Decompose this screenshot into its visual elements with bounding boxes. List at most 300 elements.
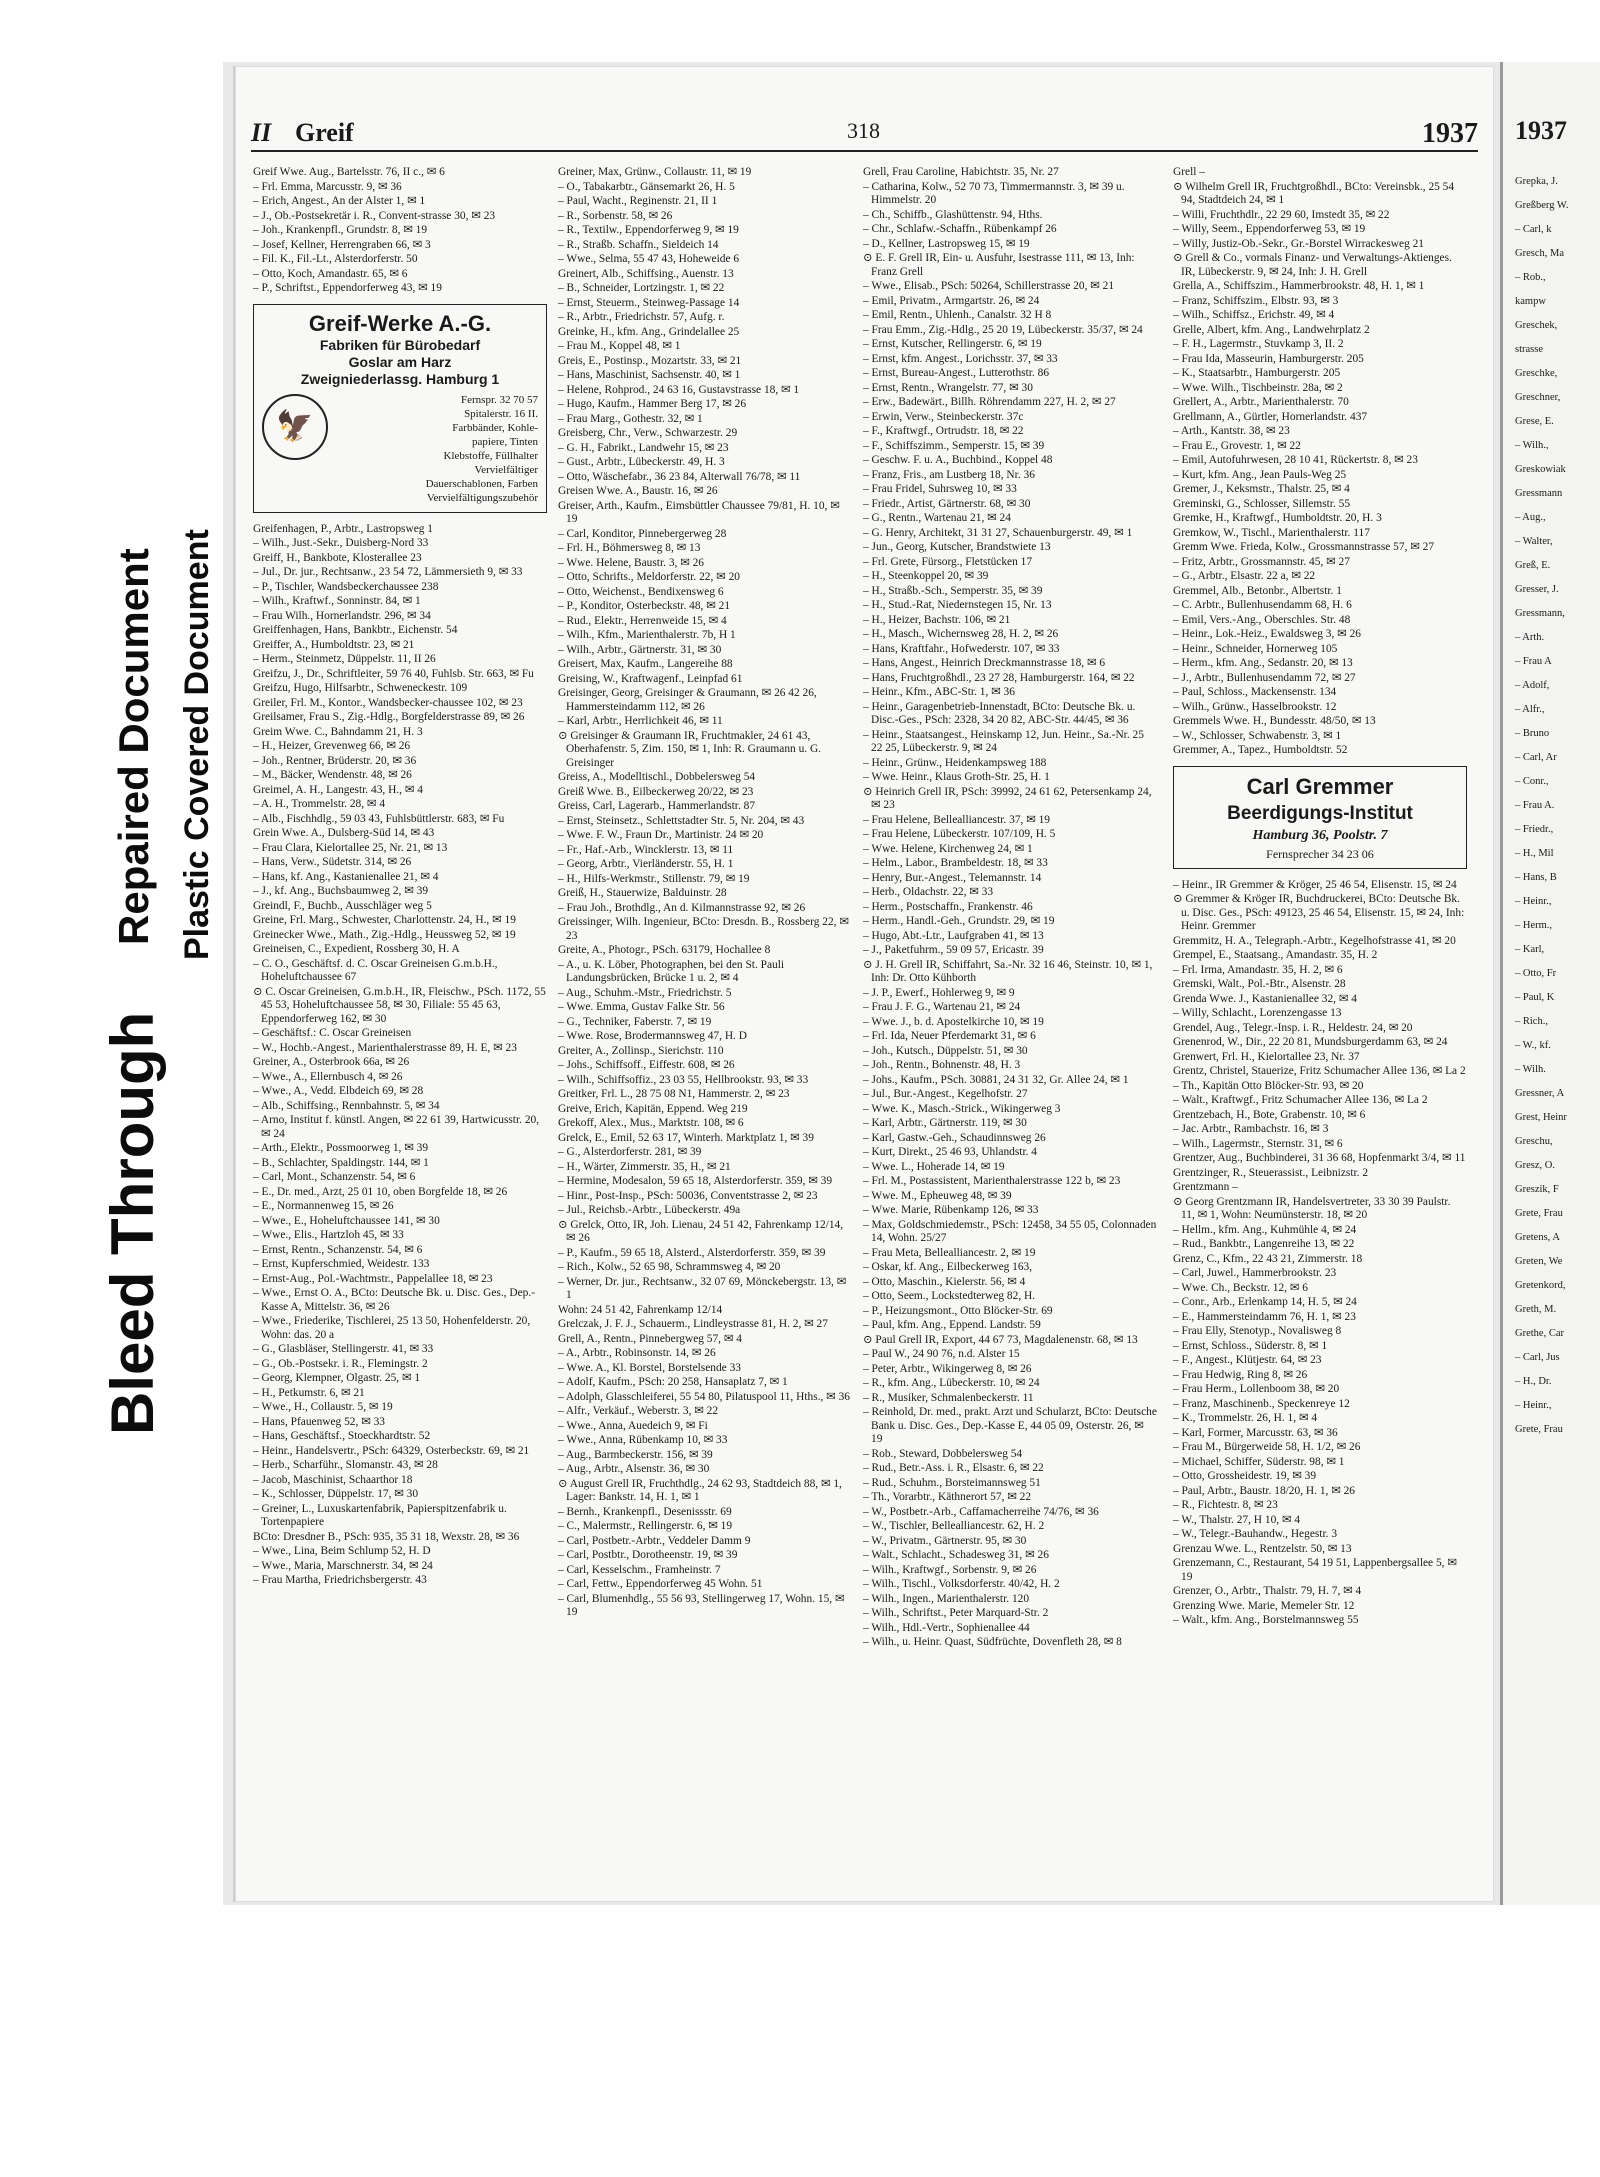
directory-entry: Greschke,	[1515, 367, 1558, 379]
directory-entry: – Otto, Maschin., Kielerstr. 56, ✉ 4	[863, 1275, 1026, 1288]
directory-entry: – Catharina, Kolw., 52 70 73, Timmermannstr. 3, ✉ 39 u. Himmelstr. 20	[863, 180, 1125, 206]
next-page-edge	[1500, 62, 1600, 1905]
directory-entry: Grellmann, A., Gürtler, Hornerlandstr. 437	[1173, 410, 1368, 423]
directory-entry: – A., Arbtr., Robinsonstr. 14, ✉ 26	[558, 1347, 716, 1359]
directory-entry: – Wwe. Wilh., Tischbeinstr. 28a, ✉ 2	[1173, 381, 1343, 394]
directory-entry: – Oskar, kf. Ang., Eilbeckerweg 163,	[863, 1261, 1033, 1273]
directory-entry: – M., Bäcker, Wendenstr. 48, ✉ 26	[253, 769, 412, 781]
directory-entry: – H., Petkumstr. 6, ✉ 21	[253, 1386, 365, 1399]
directory-entry: Grenz, C., Kfm., 22 43 21, Zimmerstr. 18	[1173, 1252, 1363, 1265]
directory-entry: Farbbänder, Kohle-	[452, 421, 538, 434]
directory-entry: – Frau M., Koppel 48, ✉ 1	[558, 340, 681, 352]
directory-entry: – Wilh., Grünw., Hasselbrookstr. 12	[1173, 700, 1337, 713]
directory-entry: – Wilh., Tischl., Volksdorferstr. 40/42, H. 2	[863, 1578, 1060, 1590]
directory-entry: – Frau A	[1515, 655, 1552, 667]
directory-entry: Klebstoffe, Füllhalter	[443, 449, 538, 462]
directory-entry: – Wwe., Elis., Hartzloh 45, ✉ 33	[253, 1229, 404, 1241]
ad-location: Goslar am Harz	[348, 353, 452, 370]
directory-entry: – W., Telegr.-Bauhandw., Hegestr. 3	[1173, 1528, 1338, 1540]
directory-entry: – Wwe. Helene, Baustr. 3, ✉ 26	[558, 556, 704, 569]
directory-entry: – Rob.,	[1515, 271, 1546, 283]
directory-entry: – Wwe., Anna, Auedeich 9, ✉ Fi	[558, 1419, 708, 1432]
directory-entry: – Paul W., 24 90 76, n.d. Alster 15	[863, 1348, 1020, 1360]
directory-entry: – J., Ob.-Postsekretär i. R., Convent-strasse 30, ✉ 23	[253, 209, 496, 222]
directory-entry: – Karl, Gastw.-Geh., Schaudinnsweg 26	[863, 1131, 1046, 1144]
directory-entry: – Otto, Grossheidestr. 19, ✉ 39	[1173, 1470, 1317, 1482]
directory-entry: – Herm., kfm. Ang., Sedanstr. 20, ✉ 13	[1173, 657, 1353, 669]
directory-entry: ⊙ Grelck, Otto, IR, Joh. Lienau, 24 51 42, Fahrenkamp 12/14, ✉ 26	[558, 1218, 844, 1244]
directory-entry: – Wwe. Heinr., Klaus Groth-Str. 25, H. 1	[863, 771, 1050, 783]
directory-entry: – Frau M., Bürgerweide 58, H. 1/2, ✉ 26	[1173, 1441, 1361, 1453]
directory-entry: – Frau Martha, Friedrichsbergerstr. 43	[253, 1574, 427, 1586]
directory-entry: – Hans, Maschinist, Sachsenstr. 40, ✉ 1	[558, 369, 741, 381]
directory-entry: – Karl, Arbtr., Gärtnerstr. 119, ✉ 30	[863, 1117, 1027, 1129]
directory-entry: – Herb., Oldachstr. 22, ✉ 33	[863, 886, 994, 898]
directory-entry: Greinke, H., kfm. Ang., Grindelallee 25	[558, 325, 740, 338]
directory-entry: ⊙ Greisinger & Graumann IR, Fruchtmakler, 24 61 43, Oberhafenstr. 5, Zim. 150, ✉ 1, Inh: R. Graumann u. G. Greisinger	[558, 729, 822, 769]
directory-entry: – Frau Ida, Masseurin, Hamburgerstr. 205	[1173, 352, 1364, 365]
directory-entry: – Wilh., Lagermstr., Sternstr. 31, ✉ 6	[1173, 1137, 1343, 1150]
directory-entry: ⊙ Heinrich Grell IR, PSch: 39992, 24 61 62, Petersenkamp 24, ✉ 23	[863, 785, 1152, 811]
directory-entry: – Chr., Schlafw.-Schaffn., Rübenkampf 26	[863, 223, 1057, 235]
directory-entry: – W., Tischler, Bellealliancestr. 62, H. 2	[863, 1520, 1045, 1532]
directory-entry: – J., kf. Ang., Buchsbaumweg 2, ✉ 39	[253, 885, 429, 897]
directory-entry: – Helm., Labor., Brambeldestr. 18, ✉ 33	[863, 857, 1048, 869]
directory-entry: Grempel, E., Staatsang., Amandastr. 35, H. 2	[1173, 949, 1378, 961]
directory-entry: – W., Thalstr. 27, H 10, ✉ 4	[1173, 1513, 1301, 1526]
directory-entry: – Wwe. Marie, Rübenkamp 126, ✉ 33	[863, 1204, 1039, 1216]
directory-entry: – Joh., Krankenpfl., Grundstr. 8, ✉ 19	[253, 224, 428, 236]
directory-entry: – Max, Goldschmiedemstr., PSch: 12458, 34 55 05, Colonnaden 14, Wohn. 25/27	[863, 1218, 1157, 1244]
directory-entry: – Wwe. Ch., Beckstr. 12, ✉ 6	[1173, 1281, 1308, 1294]
directory-entry: – Frau Elly, Stenotyp., Novalisweg 8	[1173, 1325, 1342, 1337]
directory-entry: – Willy, Schlacht., Lorenzengasse 13	[1173, 1007, 1342, 1019]
directory-entry: – G. Henry, Architekt, 31 31 27, Schauenburgerstr. 49, ✉ 1	[863, 526, 1133, 539]
directory-entry: Grell –	[1173, 166, 1205, 178]
ad-address: Hamburg 36, Poolstr. 7	[1252, 827, 1388, 843]
directory-entry: Grest, Heinr	[1515, 1111, 1567, 1123]
directory-entry: – Rud., Bankbtr., Langenreihe 13, ✉ 22	[1173, 1238, 1355, 1250]
directory-entry: – Otto, Fr	[1515, 967, 1557, 979]
directory-entry: – G., Alsterdorferstr. 281, ✉ 39	[558, 1146, 702, 1158]
directory-entry: – Carl, Juwel., Hammerbrookstr. 23	[1173, 1267, 1337, 1279]
entries-block	[558, 166, 852, 1620]
directory-entry: – Wwe. Helene, Kirchenweg 24, ✉ 1	[863, 842, 1033, 855]
directory-entry: – Heinr., Handelsvertr., PSch: 64329, Osterbeckstr. 69, ✉ 21	[253, 1444, 530, 1457]
directory-entry: – Ernst-Aug., Pol.-Wachtmstr., Pappelallee 18, ✉ 23	[253, 1272, 493, 1285]
directory-entry: Greiff, H., Bankbote, Klosterallee 23	[253, 551, 422, 564]
directory-entry: – Greiner, L., Luxuskartenfabrik, Papierspitzenfabrik u. Tortenpapiere	[253, 1502, 507, 1528]
directory-entry: – Hans, kf. Ang., Kastanienallee 21, ✉ 4	[253, 870, 439, 883]
directory-entry: Greive, Erich, Kapitän, Eppend. Weg 219	[558, 1102, 748, 1115]
directory-entry: Grepka, J.	[1515, 175, 1558, 187]
directory-entry: – Wilh., Schiffsoffiz., 23 03 55, Hellbrookstr. 93, ✉ 33	[558, 1073, 809, 1086]
directory-entry: Greth, M.	[1515, 1303, 1557, 1315]
directory-entry: – Frl. M., Postassistent, Marienthalerstrasse 122 b, ✉ 23	[863, 1175, 1121, 1187]
directory-entry: ⊙ Grell & Co., vormals Finanz- und Verwaltungs-Aktienges. IR, Lübeckerstr. 9, ✉ 24, Inh: J. H. Grell	[1173, 252, 1452, 278]
directory-entry: – G., Rentn., Wartenau 21, ✉ 24	[863, 512, 1011, 524]
directory-entry: – Erich, Angest., An der Alster 1, ✉ 1	[253, 195, 426, 207]
directory-entry: Greineisen, C., Expedient, Rossberg 30, H. A	[253, 943, 460, 955]
directory-entry: ⊙ E. F. Grell IR, Ein- u. Ausfuhr, Isestrasse 111, ✉ 13, Inh: Franz Grell	[863, 252, 1135, 278]
directory-entry: – C., Malermstr., Rellingerstr. 6, ✉ 19	[558, 1520, 733, 1532]
directory-entry: kampw	[1515, 295, 1546, 307]
directory-entry: – Hans, Verw., Südetstr. 314, ✉ 26	[253, 856, 412, 868]
directory-entry: – Walt., kfm. Ang., Borstelmannsweg 55	[1173, 1614, 1359, 1626]
directory-entry: – Ernst, Schloss., Süderstr. 8, ✉ 1	[1173, 1339, 1328, 1352]
directory-entry: – Frau Emm., Zig.-Hdlg., 25 20 19, Lübeckerstr. 35/37, ✉ 24	[863, 323, 1143, 336]
directory-entry: – R., Textilw., Eppendorferweg 9, ✉ 19	[558, 224, 739, 236]
directory-entry: – Otto, Schrifts., Meldorferstr. 22, ✉ 20	[558, 571, 740, 583]
directory-entry: – Ernst, Rentn., Schanzenstr. 54, ✉ 6	[253, 1243, 423, 1256]
directory-entry: – H., Heizer, Grevenweg 66, ✉ 26	[253, 740, 411, 752]
directory-entry: Greine, Frl. Marg., Schwester, Charlottenstr. 24, H., ✉ 19	[253, 914, 516, 926]
directory-entry: – Wwe. K., Masch.-Strick., Wikingerweg 3	[863, 1102, 1061, 1115]
directory-entry: – Aug.,	[1515, 511, 1546, 523]
directory-entry: – Frl. H., Böhmersweg 8, ✉ 13	[558, 542, 701, 554]
directory-entry: – Heinr., Staatsangest., Heinskamp 12, Jun. Heinr., Sa.-Nr. 25 22 25, Lübeckerstr. 9, ✉ 24	[863, 728, 1144, 754]
directory-entry: – Carl, Mont., Schanzenstr. 54, ✉ 6	[253, 1171, 416, 1183]
directory-entry: – R., Sorbenstr. 58, ✉ 26	[558, 209, 673, 222]
directory-entry: – G. H., Fabrikt., Landwehr 15, ✉ 23	[558, 441, 729, 454]
directory-entry: Greissinger, Wilh. Ingenieur, BCto: Dresdn. B., Rossberg 22, ✉ 23	[558, 916, 849, 942]
directory-entry: – H., Straßb.-Sch., Semperstr. 35, ✉ 39	[863, 584, 1043, 597]
entries-block	[253, 523, 547, 1588]
directory-entry: – Erwin, Verw., Steinbeckerstr. 37c	[863, 410, 1024, 423]
directory-entry: Grell, A., Rentn., Pinnebergweg 57, ✉ 4	[558, 1332, 742, 1345]
directory-entry: – Frau Helene, Lübeckerstr. 107/109, H. 5	[863, 828, 1056, 840]
directory-entry: Greitker, Frl. L., 28 75 08 N1, Hammerstr. 2, ✉ 23	[558, 1088, 790, 1100]
directory-entry: – Frau Fridel, Suhrsweg 10, ✉ 33	[863, 483, 1017, 495]
directory-entry: – W., Schlosser, Schwabenstr. 3, ✉ 1	[1173, 729, 1342, 742]
directory-entry: – K., Staatsarbtr., Hamburgerstr. 205	[1173, 367, 1341, 379]
directory-entry: – Frau Meta, Bellealliancestr. 2, ✉ 19	[863, 1246, 1036, 1259]
directory-entry: Greiss, A., Modelltischl., Dobbelersweg 54	[558, 771, 756, 783]
directory-entry: – Jul., Bur.-Angest., Kegelhofstr. 27	[863, 1088, 1028, 1100]
directory-entry: ⊙ J. H. Grell IR, Schiffahrt, Sa.-Nr. 32 16 46, Steinstr. 10, ✉ 1, Inh: Dr. Otto Kühborth	[863, 958, 1153, 984]
directory-entry: – Friedr.,	[1515, 823, 1554, 835]
directory-entry: Greisinger, Georg, Greisinger & Graumann, ✉ 26 42 26, Hammersteindamm 112, ✉ 26	[558, 687, 817, 713]
directory-entry: ⊙ Gremmer & Kröger IR, Buchdruckerei, BCto: Deutsche Bk. u. Disc. Ges., PSch: 49123, 25 46 54, Elisenstr. 15, ✉ 24, Inh: Heinr. Gremmer	[1173, 893, 1465, 932]
directory-entry: – Wwe., A., Ellernbusch 4, ✉ 26	[253, 1070, 403, 1083]
directory-entry: – Alfr.,	[1515, 703, 1545, 715]
directory-entry: – Wwe. L., Hoherade 14, ✉ 19	[863, 1160, 1005, 1173]
directory-entry: Gressner, A	[1515, 1087, 1565, 1099]
directory-entry: – Carl, Fettw., Eppendorferweg 45 Wohn. 51	[558, 1578, 763, 1590]
directory-entry: – H., Steenkoppel 20, ✉ 39	[863, 570, 989, 582]
directory-entry: Gremmitz, H. A., Telegraph.-Arbtr., Kegelhofstrasse 41, ✉ 20	[1173, 934, 1456, 947]
directory-entry: Gremkow, W., Tischl., Marienthalerstr. 117	[1173, 526, 1370, 539]
directory-entry: – K., Trommelstr. 26, H. 1, ✉ 4	[1173, 1412, 1318, 1424]
directory-entry: – H., Wärter, Zimmerstr. 35, H., ✉ 21	[558, 1160, 731, 1173]
directory-entry: – Adolf, Kaufm., PSch: 20 258, Hansaplatz 7, ✉ 1	[558, 1376, 788, 1388]
directory-entry: Grethe, Car	[1515, 1327, 1564, 1339]
directory-entry: – Jul., Dr. jur., Rechtsanw., 23 54 72, Lämmersieth 9, ✉ 33	[253, 566, 523, 578]
directory-entry: – Franz, Maschinenb., Speckenreye 12	[1173, 1397, 1350, 1410]
directory-entry: Grenenrod, W., Dir., 22 20 81, Mundsburgerdamm 63, ✉ 24	[1173, 1036, 1448, 1048]
directory-entry: Greschek,	[1515, 319, 1558, 331]
directory-entry: – Kurt, kfm. Ang., Jean Pauls-Weg 25	[1173, 468, 1347, 481]
directory-entry: Grete, Frau	[1515, 1207, 1563, 1219]
directory-entry: Grelck, E., Emil, 52 63 17, Winterh. Marktplatz 1, ✉ 39	[558, 1131, 814, 1144]
directory-entry: – Wilh., u. Heinr. Quast, Südfrüchte, Dovenfleth 28, ✉ 8	[863, 1636, 1122, 1648]
directory-entry: – Fritz, Arbtr., Grossmannstr. 45, ✉ 27	[1173, 555, 1350, 568]
directory-entry: – Wwe. M., Epheuweg 48, ✉ 39	[863, 1189, 1012, 1202]
directory-entry: – Frau Marg., Gothestr. 32, ✉ 1	[558, 412, 703, 425]
gremmer-ad	[1173, 766, 1467, 869]
directory-entry: – Frau Joh., Brothdlg., An d. Kilmannstrasse 92, ✉ 26	[558, 901, 806, 914]
directory-entry: Greinert, Alb., Schiffsing., Auenstr. 13	[558, 267, 734, 280]
header-year: 1937	[1422, 118, 1478, 149]
directory-entry: – Karl, Arbtr., Herrlichkeit 46, ✉ 11	[558, 715, 723, 727]
directory-entry: – Frau Helene, Bellealliancestr. 37, ✉ 19	[863, 813, 1050, 826]
ad-title: Greif-Werke A.-G.	[308, 310, 492, 336]
directory-entry: – Adolph, Glasschleiferei, 55 54 80, Pilatuspool 11, Hths., ✉ 36	[558, 1390, 850, 1403]
directory-entry: – J., Paketfuhrm., 59 09 57, Ericastr. 39	[863, 944, 1044, 956]
directory-entry: – Frau E., Grovestr. 1, ✉ 22	[1173, 439, 1301, 452]
directory-entry: Grenzau Wwe. L., Rentzelstr. 50, ✉ 13	[1173, 1542, 1352, 1555]
directory-entry: ⊙ Georg Grentzmann IR, Handelsvertreter, 33 30 39 Paulstr. 11, ✉ 1, Wohn: Neumünsterstr. 18, ✉ 20	[1173, 1195, 1451, 1221]
directory-entry: – Rud., Schuhm., Borsteimannsweg 51	[863, 1476, 1041, 1489]
directory-entry: Greiler, Frl. M., Kontor., Wandsbecker-chaussee 102, ✉ 23	[253, 696, 523, 709]
directory-entry: – Geschw. F. u. A., Buchbind., Koppel 48	[863, 454, 1053, 466]
directory-entry: – Bernh., Krankenpfl., Desenissstr. 69	[558, 1505, 732, 1518]
directory-entry: ⊙ August Grell IR, Fruchthdlg., 24 62 93, Stadtdeich 88, ✉ 1, Lager: Bankstr. 14, H. 1, ✉ 1	[558, 1477, 842, 1503]
directory-entry: – Th., Vorarbtr., Käthnerort 57, ✉ 22	[863, 1491, 1032, 1503]
directory-entry: – Wwe. J., b. d. Apostelkirche 10, ✉ 19	[863, 1015, 1044, 1028]
directory-entry: – R., Fichtestr. 8, ✉ 23	[1173, 1499, 1278, 1511]
directory-entry: – Gust., Arbtr., Lübeckerstr. 49, H. 3	[558, 456, 725, 468]
directory-entry: – Georg, Arbtr., Vierländerstr. 55, H. 1	[558, 858, 734, 870]
directory-entry: – Paul, Wacht., Reginenstr. 21, II 1	[558, 195, 718, 207]
directory-entry: – Herm., Handl.-Geh., Grundstr. 29, ✉ 19	[863, 915, 1055, 927]
directory-entry: – Hans, Pfauenweg 52, ✉ 33	[253, 1415, 385, 1428]
directory-entry: – Wwe., Selma, 55 47 43, Hoheweide 6	[558, 253, 740, 265]
directory-entry: – Wwe. Rose, Brodermannsweg 47, H. D	[558, 1030, 747, 1042]
directory-entry: – G., Techniker, Faberstr. 7, ✉ 19	[558, 1015, 712, 1028]
entries-block	[863, 166, 1157, 1650]
directory-entry: Grentzmann –	[1173, 1181, 1238, 1193]
directory-entry: – Ernst, Kutscher, Rellingerstr. 6, ✉ 19	[863, 338, 1042, 350]
directory-entry: – Otto, Wäschefabr., 36 23 84, Alterwall 76/78, ✉ 11	[558, 470, 801, 483]
directory-entry: – Ernst, Steinsetz., Schlettstadter Str. 5, Nr. 204, ✉ 43	[558, 814, 805, 827]
directory-entry: – Wwe., Ernst O. A., BCto: Deutsche Bk. u. Disc. Ges., Dep.-Kasse A, Mittelstr. 36, ✉ 26	[253, 1287, 535, 1313]
directory-entry: Greßberg W.	[1515, 199, 1569, 211]
directory-entry: – Wilh., Kraftwf., Sonninstr. 84, ✉ 1	[253, 595, 421, 607]
repaired-document-label: Repaired Document	[110, 548, 157, 945]
directory-entry: – R., Straßb. Schaffn., Sieldeich 14	[558, 238, 719, 251]
directory-entry: – Wwe., E., Hoheluftchaussee 141, ✉ 30	[253, 1214, 440, 1227]
directory-entry: – Helene, Rohprod., 24 63 16, Gustavstrasse 18, ✉ 1	[558, 383, 800, 396]
directory-entry: – F., Kraftwgf., Ortrudstr. 18, ✉ 22	[863, 425, 1024, 437]
entries-block	[253, 166, 547, 296]
directory-entry: – Wwe., Lina, Beim Schlump 52, H. D	[253, 1545, 431, 1557]
directory-entry: – P., Heizungsmont., Otto Blöcker-Str. 69	[863, 1304, 1053, 1317]
directory-entry: – R., Musiker, Schmalenbeckerstr. 11	[863, 1391, 1034, 1404]
directory-entry: – Frau Herm., Lollenboom 38, ✉ 20	[1173, 1383, 1340, 1395]
directory-entry: – H., Stud.-Rat, Niedernstegen 15, Nr. 13	[863, 599, 1052, 611]
griffin-logo-icon: 🦅	[262, 394, 328, 460]
directory-entry: Grenzing Wwe. Marie, Memeler Str. 12	[1173, 1599, 1355, 1612]
directory-entry: Greifenhagen, P., Arbtr., Lastropsweg 1	[253, 522, 433, 535]
directory-entry: – W., Hochb.-Angest., Marienthalerstrasse 89, H. E, ✉ 23	[253, 1041, 517, 1054]
directory-entry: – F. H., Lagermstr., Stuvkamp 3, II. 2	[1173, 338, 1344, 350]
next-page-entries	[1515, 164, 1568, 1447]
directory-entry: Greschu,	[1515, 1135, 1553, 1147]
directory-entry: – Herm., Postschaffn., Frankenstr. 46	[863, 900, 1033, 913]
directory-entry: – Frau Wilh., Hornerlandstr. 296, ✉ 34	[253, 609, 431, 622]
directory-entry: – Karl, Former, Marcusstr. 63, ✉ 36	[1173, 1426, 1338, 1439]
directory-entry: – Joh., Rentner, Brüderstr. 20, ✉ 36	[253, 754, 417, 767]
directory-entry: – Ernst, Kupferschmied, Weidestr. 133	[253, 1258, 430, 1270]
directory-entry: – Carl, Postbetr.-Arbtr., Veddeler Damm 9	[558, 1534, 751, 1547]
directory-entry: – Willi, Fruchthdlr., 22 29 60, Imstedt 35, ✉ 22	[1173, 208, 1390, 221]
directory-entry: – Wwe., Anna, Rübenkamp 10, ✉ 33	[558, 1434, 728, 1446]
directory-entry: – Josef, Kellner, Herrengraben 66, ✉ 3	[253, 238, 431, 251]
directory-entry: – Ernst, Bureau-Angest., Lutterothstr. 86	[863, 367, 1050, 379]
directory-entry: – Wwe., A., Vedd. Elbdeich 69, ✉ 28	[253, 1085, 424, 1097]
directory-entry: – Otto, Koch, Amandastr. 65, ✉ 6	[253, 267, 408, 280]
directory-entry: Grelle, Albert, kfm. Ang., Landwehrplatz 2	[1173, 323, 1370, 336]
directory-entry: – Wilh., Schriftst., Peter Marquard-Str. 2	[863, 1607, 1049, 1619]
directory-entry: – Jacob, Maschinist, Schaarthor 18	[253, 1473, 413, 1486]
directory-entry: – Herm., Steinmetz, Düppelstr. 11, II 26	[253, 653, 436, 665]
directory-entry: – Rud., Betr.-Ass. i. R., Elsastr. 6, ✉ 22	[863, 1462, 1044, 1474]
directory-entry: – Ernst, kfm. Angest., Lorichsstr. 37, ✉ 33	[863, 352, 1058, 365]
directory-entry: – Willy, Justiz-Ob.-Sekr., Gr.-Borstel Wirrackesweg 21	[1173, 237, 1425, 250]
directory-entry: – Hans, Kraftfahr., Hofwederstr. 107, ✉ 33	[863, 642, 1060, 655]
directory-entry: – F., Angest., Klütjestr. 64, ✉ 23	[1173, 1354, 1322, 1366]
page-number: 318	[847, 118, 880, 143]
directory-entry: – Wilh., Just.-Sekr., Duisberg-Nord 33	[253, 537, 429, 549]
directory-entry: – Werner, Dr. jur., Rechtsanw., 32 07 69, Mönckebergstr. 13, ✉ 1	[558, 1275, 847, 1301]
directory-entry: – Joh., Kutsch., Düppelstr. 51, ✉ 30	[863, 1044, 1028, 1057]
directory-entry: – Ernst, Steuerm., Steinweg-Passage 14	[558, 296, 740, 309]
directory-entry: – Paul, K	[1515, 991, 1555, 1003]
directory-entry: – Frl. Grete, Fürsorg., Fletstücken 17	[863, 555, 1033, 568]
directory-entry: – R., Arbtr., Friedrichstr. 57, Aufg. r.	[558, 311, 725, 323]
directory-entry: – Reinhold, Dr. med., prakt. Arzt und Schularzt, BCto: Deutsche Bank u. Disc. Ges., Dep.-Kasse E, 44 05 09, Osterstr. 26, ✉ 19	[863, 1406, 1157, 1445]
directory-entry: – Michael, Schiffer, Süderstr. 98, ✉ 1	[1173, 1455, 1345, 1468]
directory-entry: Greite, A., Photogr., PSch. 63179, Hochallee 8	[558, 944, 771, 956]
directory-entry: Grein Wwe. A., Dulsberg-Süd 14, ✉ 43	[253, 827, 435, 839]
directory-entry: Greif Wwe. Aug., Bartelsstr. 76, II c., ✉ 6	[253, 166, 445, 178]
directory-entry: Greiner, A., Osterbrook 66a, ✉ 26	[253, 1056, 410, 1068]
ad-title: Carl Gremmer	[1246, 773, 1394, 799]
directory-entry: Greskowiak	[1515, 463, 1566, 475]
directory-entry: – Heinr., Garagenbetrieb-Innenstadt, BCto: Deutsche Bk. u. Disc.-Ges., PSch: 2328, 34 20 82, ABC-Str. 44/45, ✉ 36	[863, 700, 1136, 726]
directory-entry: – Heinr., Kfm., ABC-Str. 1, ✉ 36	[863, 686, 1015, 698]
directory-entry: – Wilh.	[1515, 1063, 1546, 1075]
directory-entry: Greminski, G., Schlosser, Sillemstr. 55	[1173, 497, 1351, 510]
directory-entry: – J., Arbtr., Bullenhusendamm 72, ✉ 27	[1173, 671, 1356, 684]
directory-entry: Gresser, J.	[1515, 583, 1559, 595]
directory-entry: – Heinr., Schneider, Hornerweg 105	[1173, 642, 1338, 655]
directory-entry: Greising, W., Kraftwagenf., Leinpfad 61	[558, 672, 743, 685]
directory-entry: Grentzebach, H., Bote, Grabenstr. 10, ✉ 6	[1173, 1108, 1366, 1121]
directory-entry: Grenzer, O., Arbtr., Thalstr. 79, H. 7, ✉ 4	[1173, 1585, 1362, 1597]
directory-entry: Wohn: 24 51 42, Fahrenkamp 12/14	[558, 1303, 723, 1316]
directory-entry: Spitalerstr. 16 II.	[464, 407, 538, 420]
directory-entry: Greisen Wwe. A., Baustr. 16, ✉ 26	[558, 485, 718, 497]
directory-entry: Grekoff, Alex., Mus., Marktstr. 108, ✉ 6	[558, 1117, 744, 1129]
directory-entry: – Carl, Postbtr., Dorotheenstr. 19, ✉ 39	[558, 1549, 738, 1561]
directory-entry: – Hans, Angest., Heinrich Dreckmannstrasse 18, ✉ 6	[863, 657, 1106, 669]
bleed-through-label: Bleed Through	[99, 1011, 166, 1435]
directory-entry: – Paul, kfm. Ang., Eppend. Landstr. 59	[863, 1319, 1041, 1331]
directory-entry: Gresch, Ma	[1515, 247, 1564, 259]
directory-entry: Gremke, H., Kraftwgf., Humboldtstr. 20, H. 3	[1173, 512, 1382, 524]
directory-entry: Gressmann,	[1515, 607, 1565, 619]
directory-entry: – Paul, Schloss., Mackensenstr. 134	[1173, 686, 1337, 698]
directory-entry: – B., Schlachter, Spaldingstr. 144, ✉ 1	[253, 1156, 429, 1169]
directory-entry: – Rud., Elektr., Herrenweide 15, ✉ 4	[558, 614, 727, 627]
directory-entry: Vervielfältiger	[474, 463, 538, 476]
directory-entry: Grell, Frau Caroline, Habichtstr. 35, Nr. 27	[863, 166, 1059, 178]
directory-entry: Grella, A., Schiffszim., Hammerbrookstr. 48, H. 1, ✉ 1	[1173, 280, 1425, 292]
directory-entry: Gretens, A	[1515, 1231, 1560, 1243]
directory-entry: Gremmel, Alb., Betonbr., Albertstr. 1	[1173, 584, 1342, 597]
directory-entry: – Wilh., Schiffsz., Erichstr. 49, ✉ 4	[1173, 309, 1335, 321]
directory-entry: – Kurt, Direkt., 25 46 93, Uhlandstr. 4	[863, 1146, 1038, 1158]
directory-entry: – Fr., Haf.-Arb., Wincklerstr. 13, ✉ 11	[558, 843, 734, 856]
plastic-covered-label: Plastic Covered Document	[178, 529, 216, 960]
directory-entry: Greinecker Wwe., Math., Zig.-Hdlg., Heussweg 52, ✉ 19	[253, 928, 516, 941]
directory-page	[233, 66, 1494, 1902]
entries-block	[1173, 879, 1467, 1628]
directory-entry: – P., Konditor, Osterbeckstr. 48, ✉ 21	[558, 600, 731, 612]
directory-entry: – B., Schneider, Lortzingstr. 1, ✉ 22	[558, 282, 725, 294]
directory-entry: – H., Masch., Wichernsweg 28, H. 2, ✉ 26	[863, 628, 1059, 640]
directory-entry: ⊙ Wilhelm Grell IR, Fruchtgroßhdl., BCto: Vereinsbk., 25 54 94, Stadtdeich 24, ✉ 1	[1173, 180, 1455, 206]
directory-entry: ⊙ Paul Grell IR, Export, 44 67 73, Magdalenenstr. 68, ✉ 13	[863, 1333, 1138, 1346]
directory-entry: – Wilh., Kfm., Marienthalerstr. 7b, H 1	[558, 629, 736, 641]
directory-entry: – Frau J. F. G., Wartenau 21, ✉ 24	[863, 1001, 1021, 1013]
directory-entry: – G., Arbtr., Elsastr. 22 a, ✉ 22	[1173, 570, 1316, 582]
directory-entry: – Hellm., kfm. Ang., Kuhmühle 4, ✉ 24	[1173, 1223, 1357, 1236]
directory-entry: Grenwert, Frl. H., Kielortallee 23, Nr. 37	[1173, 1050, 1360, 1063]
directory-entry: – Aug., Schuhm.-Mstr., Friedrichstr. 5	[558, 986, 732, 999]
directory-entry: – Walt., Schlacht., Schadesweg 31, ✉ 26	[863, 1549, 1049, 1561]
directory-entry: Greiffenhagen, Hans, Bankbtr., Eichenstr. 54	[253, 624, 458, 636]
directory-entry: – Adolf,	[1515, 679, 1550, 691]
directory-entry: – Walter,	[1515, 535, 1553, 547]
directory-entry: – Willy, Seem., Eppendorferweg 53, ✉ 19	[1173, 223, 1366, 235]
directory-entry: – Otto, Seem., Lockstedterweg 82, H.	[863, 1290, 1036, 1302]
directory-entry: Grete, Frau	[1515, 1423, 1563, 1435]
directory-entry: Grentz, Christel, Stauerize, Fritz Schumacher Allee 136, ✉ La 2	[1173, 1065, 1466, 1077]
directory-entry: – Herb., Scharführ., Slomanstr. 43, ✉ 28	[253, 1459, 438, 1471]
directory-entry: – P., Kaufm., 59 65 18, Alsterd., Alsterdorferstr. 359, ✉ 39	[558, 1246, 826, 1259]
column-2	[558, 166, 852, 1621]
directory-entry: – H., Hilfs-Werkmstr., Stillenstr. 79, ✉ 19	[558, 872, 750, 885]
directory-entry: – Carl, Ar	[1515, 751, 1557, 763]
directory-entry: – Jac. Arbtr., Rambachstr. 16, ✉ 3	[1173, 1123, 1329, 1135]
directory-entry: – Wilh., Ingen., Marienthalerstr. 120	[863, 1592, 1030, 1605]
directory-entry: – Johs., Schiffsoff., Eiffestr. 608, ✉ 26	[558, 1059, 735, 1071]
directory-entry: – Hugo, Kaufm., Hammer Berg 17, ✉ 26	[558, 398, 747, 410]
directory-entry: – Wilh., Hdl.-Vertr., Sophienallee 44	[863, 1621, 1030, 1634]
directory-entry: – Wwe. F. W., Fraun Dr., Martinistr. 24 ✉ 20	[558, 829, 764, 841]
directory-entry: – E., Dr. med., Arzt, 25 01 10, oben Borgfelde 18, ✉ 26	[253, 1185, 508, 1198]
directory-entry: – Wilh.,	[1515, 439, 1549, 451]
directory-entry: – H., Dr.	[1515, 1375, 1552, 1387]
directory-entry: – Wwe. Emma, Gustav Falke Str. 56	[558, 1001, 725, 1013]
directory-entry: – A. H., Trommelstr. 28, ✉ 4	[253, 798, 386, 810]
directory-entry: – Arno, Institut f. künstl. Angen, ✉ 22 61 39, Hartwicusstr. 20, ✉ 24	[253, 1114, 540, 1140]
directory-entry: – Wwe., Elisab., PSch: 50264, Schillerstrasse 20, ✉ 21	[863, 280, 1115, 292]
directory-entry: Greisberg, Chr., Verw., Schwarzestr. 29	[558, 427, 738, 439]
